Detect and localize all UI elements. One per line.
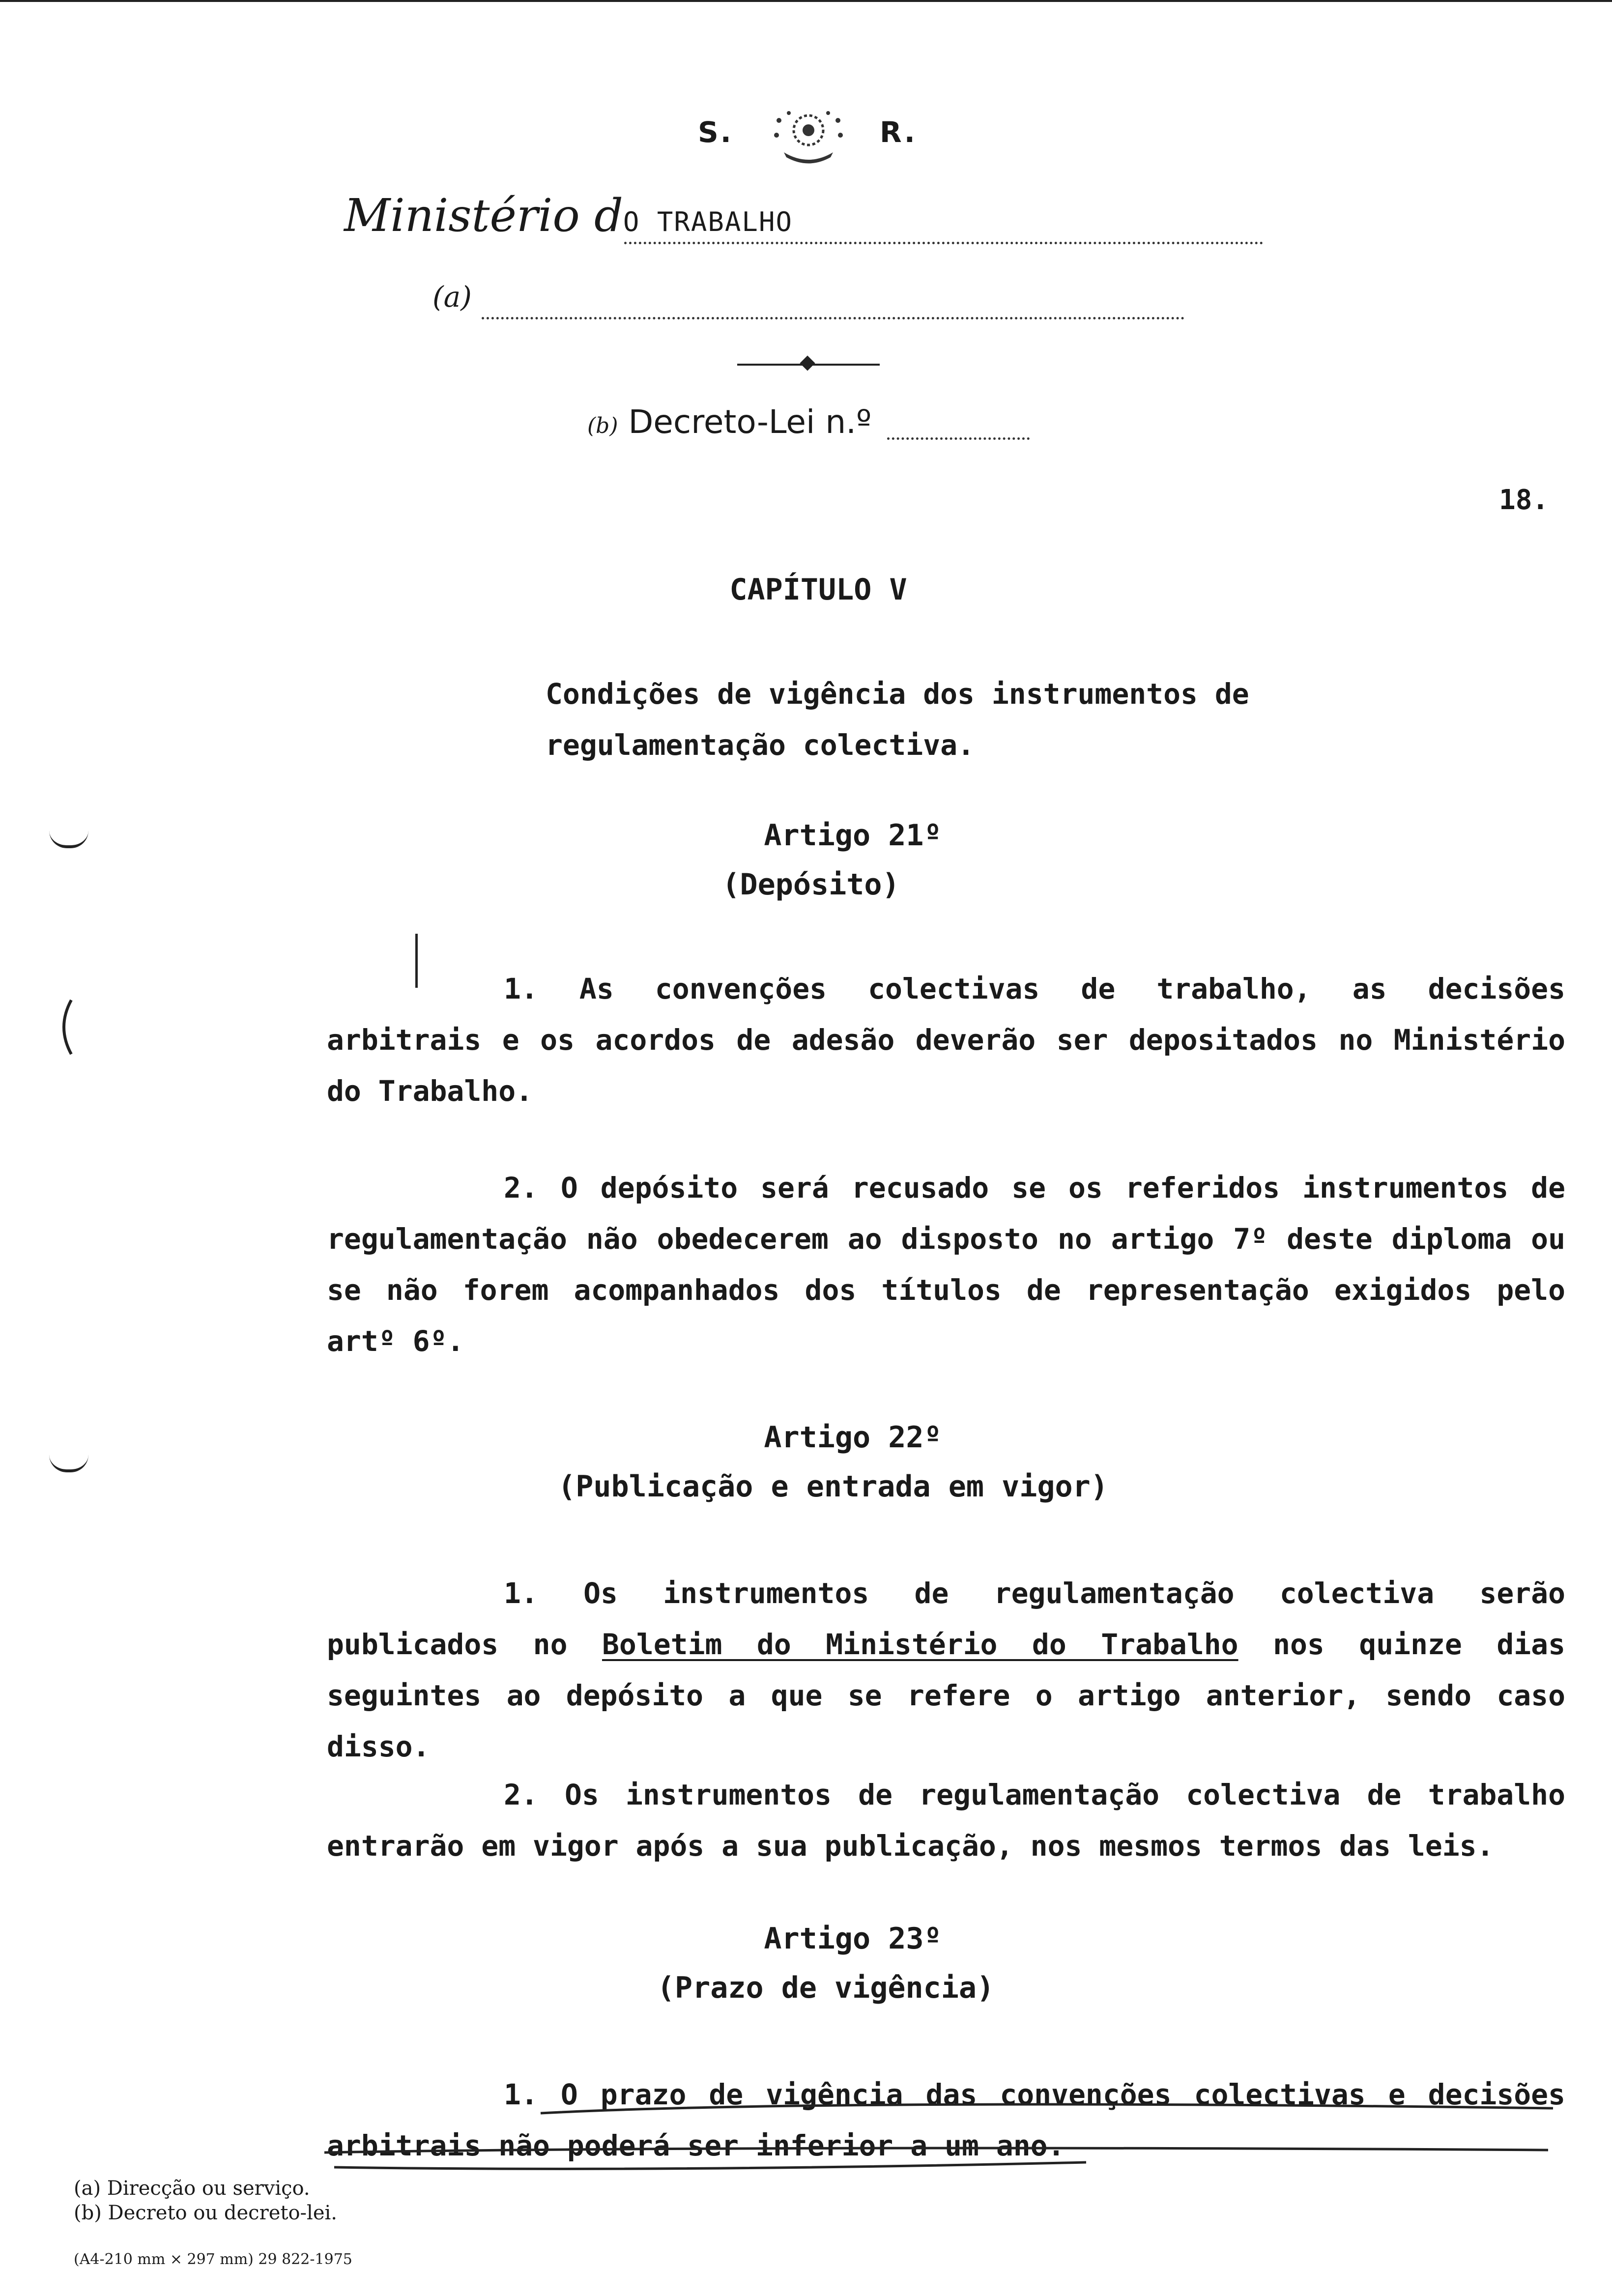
article-23-subtitle: (Prazo de vigência) xyxy=(657,1971,995,2005)
article-21-paragraph-2: 2. O depósito será recusado se os referidos instrumentos de regulamentação não obedecerem ao disposto no artigo 7º deste diploma ou se não forem acompanhados dos títulos de representação exigidos pelo artº 6º. xyxy=(327,1171,1565,1358)
ministry-heading: Ministério dO TRABALHO xyxy=(344,189,793,242)
coat-of-arms-icon xyxy=(764,106,853,170)
article-23-title: Artigo 23º xyxy=(764,1922,942,1956)
chapter-subtitle: Condições de vigência dos instrumentos de regulamentação colectiva. xyxy=(546,677,1249,762)
article-22-subtitle: (Publicação e entrada em vigor) xyxy=(558,1469,1108,1504)
article-22-paragraph-2: 2. Os instrumentos de regulamentação colectiva de trabalho entrarão em vigor após a sua publicação, nos mesmos termos das leis. xyxy=(327,1778,1565,1863)
footnote-a: (a) Direcção ou serviço. xyxy=(74,2177,310,2200)
footnote-b: (b) Decreto ou decreto-lei. xyxy=(74,2202,338,2224)
form-footer: (A4-210 mm × 297 mm) 29 822-1975 xyxy=(74,2251,352,2268)
margin-vertical-bar xyxy=(415,934,418,988)
article-21-title: Artigo 21º xyxy=(764,818,942,853)
page-number: 18. xyxy=(1499,484,1549,516)
margin-hole-mark xyxy=(57,998,76,1057)
bulletin-title: Boletim do Ministério do Trabalho xyxy=(602,1628,1238,1661)
article-22-title: Artigo 22º xyxy=(764,1420,942,1455)
handwritten-underline-2 xyxy=(319,2143,1558,2177)
seal-letter-s: S. xyxy=(698,115,733,149)
article-22-paragraph-1: 1. Os instrumentos de regulamentação colectiva serão publicados no Boletim do Ministério do Trabalho nos quinze dias seguintes ao depósito a que se refere o artigo anterior, sendo caso disso. xyxy=(327,1577,1565,1763)
ministry-name: O TRABALHO xyxy=(623,206,793,237)
decree-dotted-line xyxy=(887,437,1030,440)
direction-dotted-line xyxy=(482,317,1184,319)
page-top-edge xyxy=(0,0,1612,2)
article-21-subtitle: (Depósito) xyxy=(722,867,900,902)
seal-letter-r: R. xyxy=(880,115,917,149)
article-21-paragraph-1: 1. As convenções colectivas de trabalho, as decisões arbitrais e os acordos de adesão deverão ser depositados no Ministério do Trabalho. xyxy=(327,972,1565,1108)
handwritten-underline-1 xyxy=(531,2094,1563,2123)
decree-label: (b) Decreto-Lei n.º xyxy=(587,403,872,441)
ministry-dotted-line xyxy=(624,242,1263,244)
ornament-diamond-icon xyxy=(800,355,815,371)
article-23-paragraph-1: 1. O prazo de vigência das convenções colectivas e decisões arbitrais não poderá ser inferior a um ano. xyxy=(327,2078,1565,2162)
chapter-title: CAPÍTULO V xyxy=(729,573,907,607)
direction-label: (a) xyxy=(432,280,472,314)
